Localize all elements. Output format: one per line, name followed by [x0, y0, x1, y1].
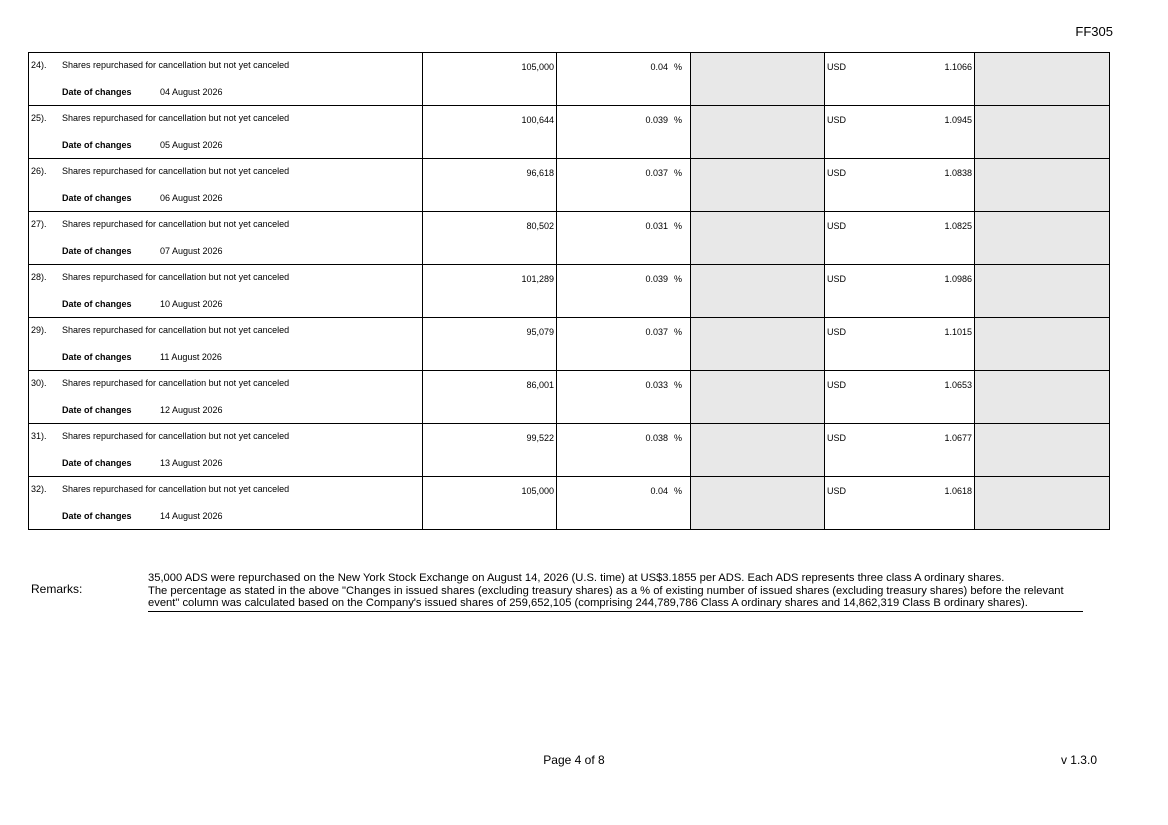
currency-code: USD — [827, 221, 847, 231]
description-cell — [29, 159, 423, 212]
row-number: 28). — [31, 272, 47, 282]
description-cell — [29, 424, 423, 477]
price-value: 1.1066 — [944, 62, 972, 72]
empty-grey-cell — [691, 106, 825, 159]
row-number: 27). — [31, 219, 47, 229]
date-of-changes-value: 12 August 2026 — [160, 405, 223, 415]
price-cell — [825, 424, 975, 477]
empty-grey-cell — [975, 265, 1110, 318]
percent-sign: % — [673, 486, 682, 496]
form-code: FF305 — [1075, 24, 1113, 39]
shares-value: 96,618 — [526, 168, 554, 178]
currency-code: USD — [827, 433, 847, 443]
date-of-changes-label: Date of changes — [62, 140, 132, 150]
shares-value: 86,001 — [526, 380, 554, 390]
percent-sign: % — [673, 221, 682, 231]
percent-value: 0.039 — [645, 115, 668, 125]
row-number: 29). — [31, 325, 47, 335]
row-description: Shares repurchased for cancellation but not yet canceled — [62, 272, 290, 282]
percent-value: 0.039 — [645, 274, 668, 284]
description-cell — [29, 53, 423, 106]
currency-code: USD — [827, 115, 847, 125]
table-row — [29, 159, 1110, 212]
shares-value: 100,644 — [521, 115, 554, 125]
row-description: Shares repurchased for cancellation but not yet canceled — [62, 378, 290, 388]
price-value: 1.0945 — [944, 115, 972, 125]
shares-value: 80,502 — [526, 221, 554, 231]
table-row — [29, 371, 1110, 424]
date-of-changes-value: 14 August 2026 — [160, 511, 223, 521]
empty-grey-cell — [691, 477, 825, 530]
date-of-changes-label: Date of changes — [62, 458, 132, 468]
currency-code: USD — [827, 327, 847, 337]
repurchase-table-body — [29, 53, 1110, 530]
table-row — [29, 477, 1110, 530]
price-value: 1.0825 — [944, 221, 972, 231]
row-number: 30). — [31, 378, 47, 388]
price-cell — [825, 212, 975, 265]
shares-cell — [423, 212, 557, 265]
empty-grey-cell — [975, 477, 1110, 530]
shares-cell — [423, 477, 557, 530]
date-of-changes-label: Date of changes — [62, 87, 132, 97]
percent-value: 0.037 — [645, 327, 668, 337]
shares-value: 105,000 — [521, 62, 554, 72]
version-label: v 1.3.0 — [1060, 753, 1097, 767]
empty-grey-cell — [975, 159, 1110, 212]
shares-cell — [423, 53, 557, 106]
row-number: 31). — [31, 431, 47, 441]
date-of-changes-label: Date of changes — [62, 405, 132, 415]
row-description: Shares repurchased for cancellation but not yet canceled — [62, 325, 290, 335]
empty-grey-cell — [691, 212, 825, 265]
remarks-paragraph-2: The percentage as stated in the above "Changes in issued shares (excluding treasury shares) as a % of existing number of issued shares (excluding treasury shares) before the relevant event" column was calculated based on the Company's issued shares of 259,652,105 (comprising 244,789,786 Class A ordinary shares and 14,862,319 Class B ordinary shares). — [148, 584, 1064, 609]
percent-sign: % — [673, 274, 682, 284]
currency-code: USD — [827, 274, 847, 284]
shares-value: 95,079 — [526, 327, 554, 337]
shares-value: 105,000 — [521, 486, 554, 496]
empty-grey-cell — [975, 424, 1110, 477]
row-number: 32). — [31, 484, 47, 494]
percent-sign: % — [673, 327, 682, 337]
percent-value: 0.037 — [645, 168, 668, 178]
empty-grey-cell — [975, 371, 1110, 424]
currency-code: USD — [827, 486, 847, 496]
description-cell — [29, 265, 423, 318]
percent-sign: % — [673, 380, 682, 390]
date-of-changes-value: 04 August 2026 — [160, 87, 223, 97]
price-value: 1.1015 — [944, 327, 972, 337]
shares-cell — [423, 318, 557, 371]
empty-grey-cell — [691, 53, 825, 106]
remarks-paragraph-1: 35,000 ADS were repurchased on the New York Stock Exchange on August 14, 2026 (U.S. time) at US$3.1855 per ADS. Each ADS represents three class A ordinary shares. — [148, 572, 1005, 584]
percent-value: 0.038 — [645, 433, 668, 443]
shares-value: 101,289 — [521, 274, 554, 284]
table-row — [29, 106, 1110, 159]
row-description: Shares repurchased for cancellation but not yet canceled — [62, 113, 290, 123]
remarks-text — [148, 572, 1083, 612]
date-of-changes-value: 11 August 2026 — [160, 352, 222, 362]
row-number: 24). — [31, 60, 47, 70]
shares-cell — [423, 371, 557, 424]
shares-cell — [423, 265, 557, 318]
empty-grey-cell — [691, 371, 825, 424]
price-cell — [825, 371, 975, 424]
date-of-changes-value: 07 August 2026 — [160, 246, 223, 256]
date-of-changes-label: Date of changes — [62, 246, 132, 256]
price-value: 1.0986 — [944, 274, 972, 284]
price-cell — [825, 106, 975, 159]
price-cell — [825, 159, 975, 212]
percent-sign: % — [673, 433, 682, 443]
row-description: Shares repurchased for cancellation but not yet canceled — [62, 60, 290, 70]
table-row — [29, 212, 1110, 265]
shares-cell — [423, 424, 557, 477]
percent-cell — [557, 477, 691, 530]
date-of-changes-value: 10 August 2026 — [160, 299, 223, 309]
shares-value: 99,522 — [526, 433, 554, 443]
percent-cell — [557, 106, 691, 159]
shares-cell — [423, 159, 557, 212]
percent-value: 0.04 — [650, 486, 668, 496]
row-description: Shares repurchased for cancellation but not yet canceled — [62, 484, 290, 494]
description-cell — [29, 371, 423, 424]
price-cell — [825, 318, 975, 371]
empty-grey-cell — [975, 53, 1110, 106]
price-value: 1.0677 — [944, 433, 972, 443]
row-number: 26). — [31, 166, 47, 176]
currency-code: USD — [827, 380, 847, 390]
date-of-changes-label: Date of changes — [62, 299, 132, 309]
row-description: Shares repurchased for cancellation but not yet canceled — [62, 219, 290, 229]
table-row — [29, 53, 1110, 106]
price-value: 1.0653 — [944, 380, 972, 390]
table-row — [29, 318, 1110, 371]
empty-grey-cell — [975, 212, 1110, 265]
empty-grey-cell — [975, 318, 1110, 371]
row-number: 25). — [31, 113, 47, 123]
percent-value: 0.031 — [645, 221, 668, 231]
shares-cell — [423, 106, 557, 159]
date-of-changes-label: Date of changes — [62, 193, 132, 203]
empty-grey-cell — [691, 159, 825, 212]
page-number: Page 4 of 8 — [543, 753, 605, 767]
row-description: Shares repurchased for cancellation but not yet canceled — [62, 166, 290, 176]
percent-cell — [557, 424, 691, 477]
percent-cell — [557, 265, 691, 318]
date-of-changes-value: 13 August 2026 — [160, 458, 223, 468]
price-cell — [825, 265, 975, 318]
description-cell — [29, 318, 423, 371]
percent-sign: % — [673, 115, 682, 125]
date-of-changes-label: Date of changes — [62, 352, 132, 362]
percent-cell — [557, 371, 691, 424]
price-cell — [825, 53, 975, 106]
percent-cell — [557, 318, 691, 371]
percent-value: 0.033 — [645, 380, 668, 390]
empty-grey-cell — [691, 318, 825, 371]
percent-value: 0.04 — [650, 62, 668, 72]
percent-cell — [557, 159, 691, 212]
description-cell — [29, 477, 423, 530]
description-cell — [29, 212, 423, 265]
date-of-changes-label: Date of changes — [62, 511, 132, 521]
price-cell — [825, 477, 975, 530]
description-cell — [29, 106, 423, 159]
currency-code: USD — [827, 62, 847, 72]
date-of-changes-value: 05 August 2026 — [160, 140, 223, 150]
table-row — [29, 424, 1110, 477]
empty-grey-cell — [691, 424, 825, 477]
percent-sign: % — [673, 168, 682, 178]
empty-grey-cell — [975, 106, 1110, 159]
price-value: 1.0838 — [944, 168, 972, 178]
remarks-label: Remarks: — [31, 582, 83, 596]
empty-grey-cell — [691, 265, 825, 318]
percent-cell — [557, 212, 691, 265]
date-of-changes-value: 06 August 2026 — [160, 193, 223, 203]
currency-code: USD — [827, 168, 847, 178]
percent-cell — [557, 53, 691, 106]
percent-sign: % — [673, 62, 682, 72]
table-row — [29, 265, 1110, 318]
row-description: Shares repurchased for cancellation but not yet canceled — [62, 431, 290, 441]
repurchase-table — [28, 52, 1110, 530]
price-value: 1.0618 — [944, 486, 972, 496]
